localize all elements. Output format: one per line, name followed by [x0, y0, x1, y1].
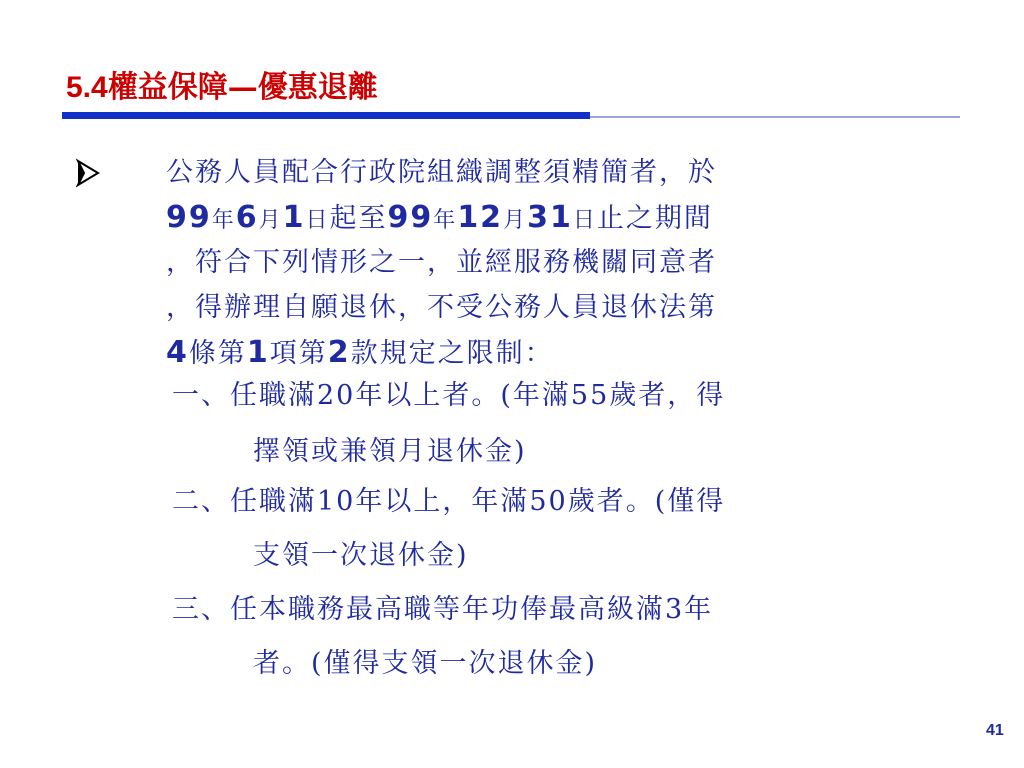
paragraph-number: 99 — [166, 200, 212, 235]
paragraph-text: 日 — [305, 208, 330, 233]
paragraph-number: 2 — [327, 335, 351, 370]
list-item-3: 三、任本職務最高職等年功俸最高級滿3年 — [172, 594, 714, 625]
paragraph-text: 月 — [503, 208, 528, 233]
section-title-text: 權益保障—優惠退離 — [107, 70, 378, 105]
paragraph-text: 年 — [433, 208, 458, 233]
slide-title — [66, 62, 378, 106]
section-number: 5.4 — [66, 71, 108, 104]
page-number: 41 — [986, 722, 1004, 739]
paragraph-text: 公務人員配合行政院組織調整須精簡者，於 — [166, 157, 717, 188]
list-item-2-cont: 支領一次退休金) — [253, 540, 469, 571]
list-item-3-cont: 者。(僅得支領一次退休金) — [253, 648, 598, 679]
list-item-1-cont: 擇領或兼領月退休金) — [253, 436, 527, 467]
bullet-paragraph — [166, 150, 926, 375]
paragraph-text: 項第 — [269, 338, 328, 369]
paragraph-text: 條第 — [188, 338, 247, 369]
title-underline-thick — [62, 112, 590, 119]
paragraph-number: 1 — [282, 200, 306, 235]
paragraph-text: ，得辦理自願退休，不受公務人員退休法第 — [166, 292, 717, 323]
paragraph-line — [166, 150, 926, 195]
paragraph-text: 年 — [211, 208, 236, 233]
paragraph-number: 6 — [235, 200, 259, 235]
paragraph-number: 31 — [527, 200, 573, 235]
arrow-bullet-icon — [76, 158, 100, 188]
paragraph-number: 1 — [246, 335, 270, 370]
paragraph-text: 款規定之限制： — [350, 338, 554, 369]
paragraph-line — [166, 195, 926, 240]
paragraph-text: 起至 — [329, 203, 388, 234]
paragraph-number: 4 — [166, 335, 189, 370]
paragraph-number: 12 — [457, 200, 504, 235]
paragraph-number: 99 — [387, 200, 434, 235]
list-item-1: 一、任職滿20年以上者。(年滿55歲者，得 — [172, 380, 726, 411]
paragraph-line — [166, 285, 926, 330]
list-item-2: 二、任職滿10年以上，年滿50歲者。(僅得 — [172, 486, 726, 517]
title-underline-thin — [590, 116, 960, 118]
paragraph-text: ，符合下列情形之一，並經服務機關同意者 — [166, 247, 717, 278]
paragraph-line — [166, 240, 926, 285]
paragraph-text: 日 — [572, 208, 597, 233]
paragraph-text: 月 — [258, 208, 283, 233]
paragraph-text: 止之期間 — [596, 203, 713, 234]
